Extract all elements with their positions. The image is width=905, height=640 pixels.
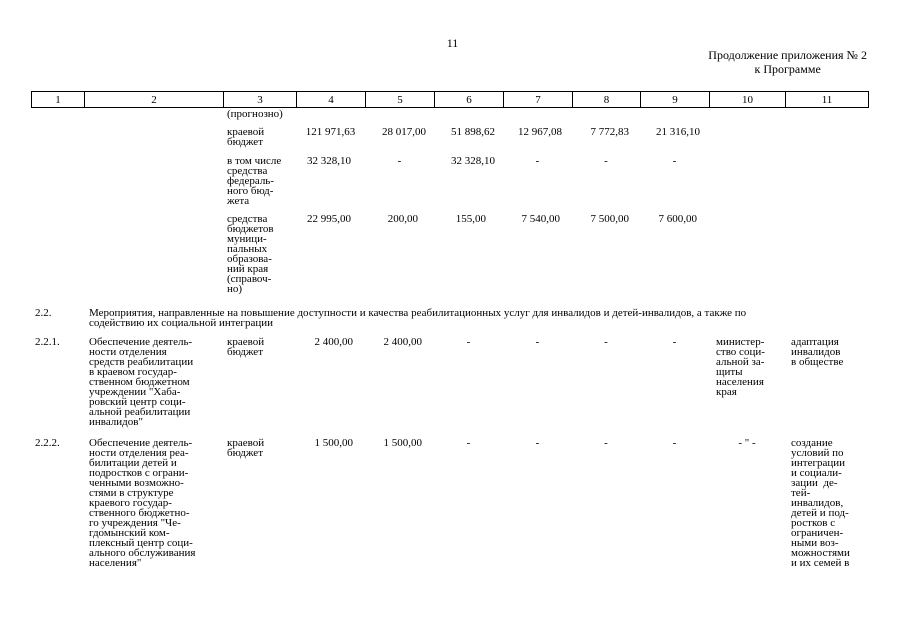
col-header-10: 10: [710, 92, 786, 108]
section-number: 2.2.: [35, 307, 52, 319]
col-header-7: 7: [504, 92, 573, 108]
value-col7: 12 967,08: [518, 126, 562, 138]
item-name: Обеспечение деятель- ности отделения реа- билитации детей и подростков с ограни- ченными возможно- стями в структуре краевого государ- ственного бюджетно- го учреждения "Че- гдомынский ком- плексный центр соци- ального обслуживания населения": [89, 437, 196, 569]
value-col7: -: [535, 437, 540, 449]
col-header-2: 2: [85, 92, 224, 108]
col-header-8: 8: [573, 92, 641, 108]
source-kraevoy-budget: краевой бюджет: [227, 126, 265, 148]
value-col6: 155,00: [455, 213, 486, 225]
value-col9: 7 600,00: [658, 213, 697, 225]
value-col5: 200,00: [387, 213, 418, 225]
value-col8: -: [604, 155, 608, 167]
item-source: краевой бюджет: [227, 437, 265, 459]
value-col7: -: [535, 336, 540, 348]
value-col9: -: [672, 437, 677, 449]
value-col4: 121 971,63: [305, 126, 356, 138]
value-col4: 1 500,00: [314, 437, 353, 449]
continuation-line2: к Программе: [754, 62, 821, 76]
continuation-header: [708, 48, 867, 76]
value-col6: -: [466, 336, 471, 348]
value-col5: -: [397, 155, 402, 167]
value-col5: 1 500,00: [383, 437, 422, 449]
col-header-3: 3: [224, 92, 297, 108]
value-col8: 7 772,83: [590, 126, 629, 138]
page-number: 11: [446, 36, 459, 50]
value-col6: 51 898,62: [451, 126, 495, 138]
col-header-4: 4: [297, 92, 366, 108]
value-col6: -: [466, 437, 471, 449]
value-col6: 32 328,10: [451, 155, 495, 167]
value-col9: -: [672, 336, 677, 348]
item-number: 2.2.2.: [35, 437, 60, 449]
source-municipal-budgets: средства бюджетов муници- пальных образова- ний края (справоч- но): [227, 213, 274, 295]
value-col5: 2 400,00: [383, 336, 422, 348]
item-executor: министер- ство соци- альной за- щиты населения края: [716, 336, 765, 398]
col-header-5: 5: [366, 92, 435, 108]
source-prognozno: (прогнозно): [227, 108, 283, 120]
continuation-line1: Продолжение приложения № 2: [708, 48, 867, 62]
col-header-9: 9: [641, 92, 710, 108]
value-col9: 21 316,10: [656, 126, 700, 138]
item-name: Обеспечение деятель- ности отделения средств реабилитации в краевом государ- ственном бюджетном учреждении "Хаба- ровский центр соци- альной реабилитации инвалидов": [89, 336, 194, 428]
item-source: краевой бюджет: [227, 336, 265, 358]
value-col7: -: [535, 155, 540, 167]
col-header-1: 1: [32, 92, 85, 108]
section-title-line1: Мероприятия, направленные на повышение доступности и качества реабилитационных услуг для инвалидов и детей-инвалидов, а также по: [89, 307, 747, 319]
value-col8: 7 500,00: [590, 213, 629, 225]
value-col8: -: [604, 336, 608, 348]
value-col7: 7 540,00: [521, 213, 560, 225]
col-header-6: 6: [435, 92, 504, 108]
item-result: создание условий по интеграции и социали- зации де- тей- инвалидов, детей и под- ростков с ограничен- ными воз- можностями и их семей в: [791, 437, 850, 569]
value-col8: -: [604, 437, 608, 449]
source-federal-budget: в том числе средства федераль- ного бюд- жета: [227, 155, 282, 207]
value-col9: -: [672, 155, 677, 167]
value-col4: 32 328,10: [307, 155, 351, 167]
item-result: адаптация инвалидов в обществе: [791, 336, 844, 368]
section-title-line2: содействию их социальной интеграции: [89, 317, 273, 329]
item-number: 2.2.1.: [35, 336, 60, 348]
value-col4: 2 400,00: [314, 336, 353, 348]
value-col4: 22 995,00: [307, 213, 351, 225]
value-col5: 28 017,00: [382, 126, 426, 138]
col-header-11: 11: [786, 92, 869, 108]
item-executor: - " -: [738, 437, 756, 449]
column-number-header: [31, 91, 869, 108]
